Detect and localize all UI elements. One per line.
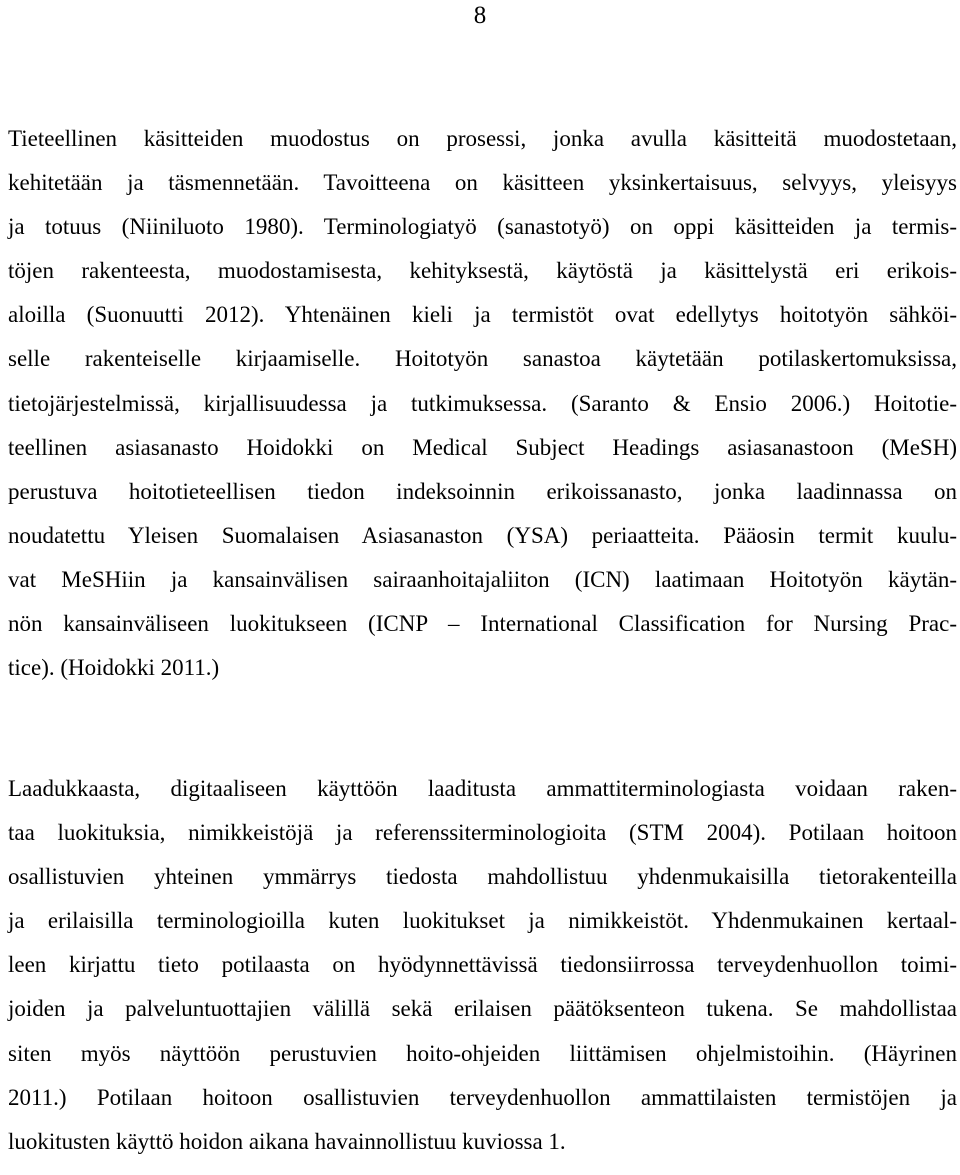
text-line: osallistuvien yhteinen ymmärrys tiedosta mahdollistuu yhdenmukaisilla tietorakenteilla (8, 864, 957, 890)
text-line: siten myös näyttöön perustuvien hoito-ohjeiden liittämisen ohjelmistoihin. (Häyrinen (8, 1040, 957, 1066)
text-line: tice). (Hoidokki 2011.) (8, 655, 220, 681)
body-paragraph (8, 117, 957, 690)
text-line: luokitusten käyttö hoidon aikana havainnollistuu kuviossa 1. (8, 1128, 566, 1154)
text-line: noudatettu Yleisen Suomalaisen Asiasanaston (YSA) periaatteita. Pääosin termit kuulu- (8, 522, 957, 548)
text-line: nön kansainväliseen luokitukseen (ICNP – International Classification for Nursing Prac- (8, 611, 957, 637)
text-line: Laadukkaasta, digitaaliseen käyttöön laaditusta ammattiterminologiasta voidaan raken- (8, 776, 957, 801)
text-line: 2011.) Potilaan hoitoon osallistuvien terveydenhuollon ammattilaisten termistöjen ja (8, 1084, 957, 1110)
text-line: ja erilaisilla terminologioilla kuten luokitukset ja nimikkeistöt. Yhdenmukainen kertaal- (8, 908, 957, 934)
text-line: joiden ja palveluntuottajien välillä sekä erilaisen päätöksenteon tukena. Se mahdollistaa (8, 996, 957, 1022)
text-line: töjen rakenteesta, muodostamisesta, kehityksestä, käytöstä ja käsittelystä eri erikois- (8, 258, 957, 284)
text-line: ja totuus (Niiniluoto 1980). Terminologiatyö (sanastotyö) on oppi käsitteiden ja termis- (8, 214, 957, 240)
text-line: tietojärjestelmissä, kirjallisuudessa ja tutkimuksessa. (Saranto & Ensio 2006.) Hoitotie- (8, 390, 957, 416)
text-line: perustuva hoitotieteellisen tiedon indeksoinnin erikoissanasto, jonka laadinnassa on (8, 478, 957, 504)
text-line: selle rakenteiselle kirjaamiselle. Hoitotyön sanastoa käytetään potilaskertomuksissa, (8, 346, 957, 372)
page-number: 8 (473, 2, 487, 29)
text-line: aloilla (Suonuutti 2012). Yhtenäinen kieli ja termistöt ovat edellytys hoitotyön sähköi- (8, 302, 957, 328)
text-line: taa luokituksia, nimikkeistöjä ja referenssiterminologioita (STM 2004). Potilaan hoitoon (8, 820, 957, 846)
text-line: vat MeSHiin ja kansainvälisen sairaanhoitajaliiton (ICN) laatimaan Hoitotyön käytän- (8, 566, 957, 592)
text-line: leen kirjattu tieto potilaasta on hyödynnettävissä tiedonsiirrossa terveydenhuollon toimi- (8, 952, 957, 978)
body-paragraph (8, 767, 957, 1164)
text-line: Tieteellinen käsitteiden muodostus on prosessi, jonka avulla käsitteitä muodostetaan, (8, 126, 957, 151)
text-line: kehitetään ja täsmennetään. Tavoitteena on käsitteen yksinkertaisuus, selvyys, yleisyys (8, 170, 957, 196)
text-line: teellinen asiasanasto Hoidokki on Medical Subject Headings asiasanastoon (MeSH) (8, 434, 957, 460)
